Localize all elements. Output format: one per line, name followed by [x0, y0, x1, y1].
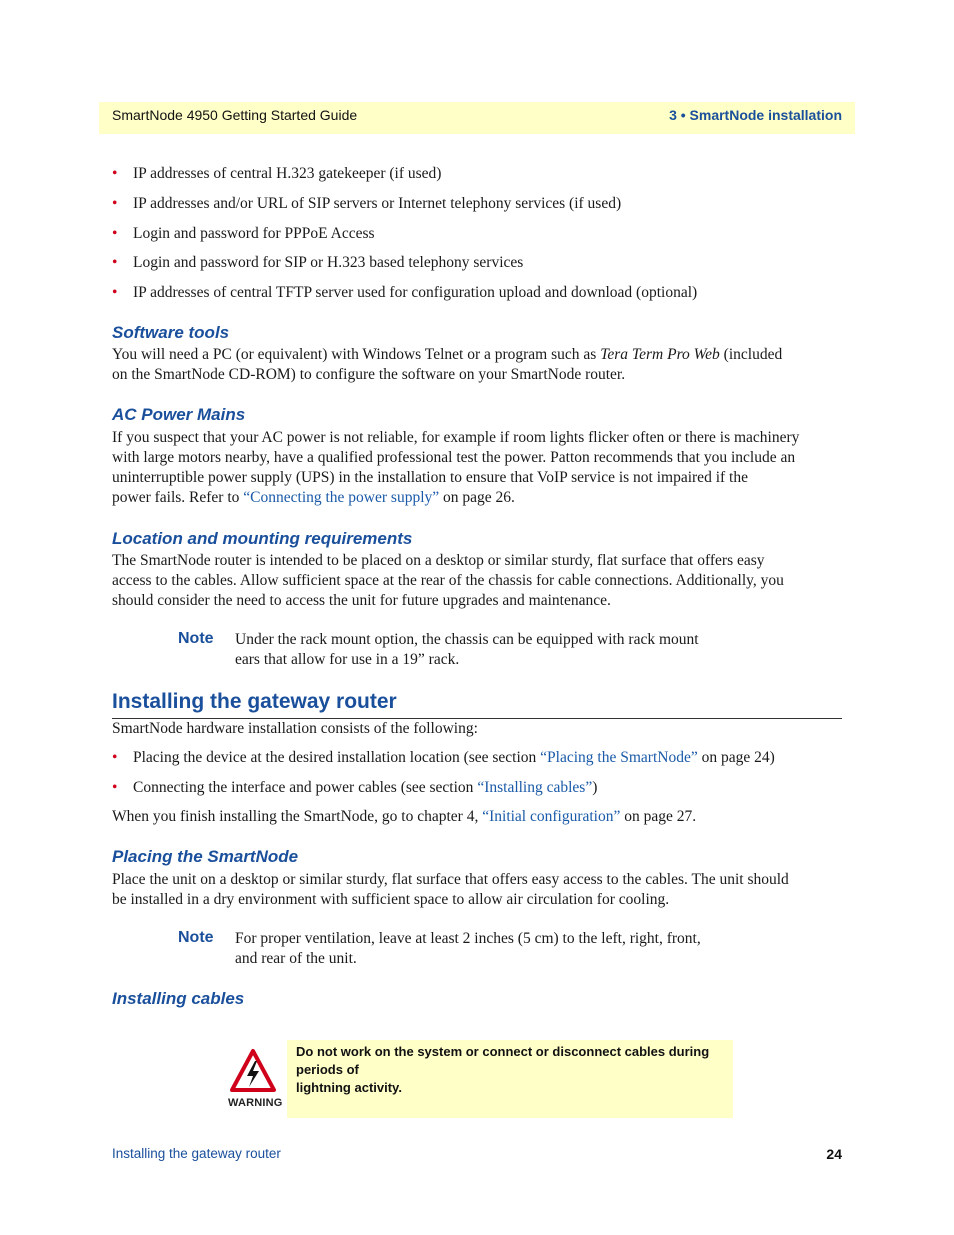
ac-power-paragraph: If you suspect that your AC power is not reliable, for example if room lights flicker often or there is machinery with large motors nearby, have a qualified professional test the power. Patton recommends that you include an uninterruptible power supply (UPS) in the installation to ensure that VoIP service is not impaired if the power fails. Refer to “Connecting the power supply” on page 26.: [112, 429, 800, 506]
bullet-icon: •: [112, 284, 118, 301]
bullet-icon: •: [112, 254, 118, 271]
location-paragraph: The SmartNode router is intended to be placed on a desktop or similar sturdy, flat surface that offers easy access to the cables. Allow sufficient space at the rear of the chassis for cable connections. Additionally, you should consider the need to access the unit for future upgrades and maintenance.: [112, 552, 784, 609]
bullet-icon: •: [112, 195, 118, 212]
warning-text: Do not work on the system or connect or disconnect cables during periods of lightning activity.: [296, 1044, 710, 1095]
bullet-icon: •: [112, 779, 118, 796]
list-item: • IP addresses of central H.323 gatekeeper (if used): [112, 165, 442, 182]
link-installing-cables[interactable]: “Installing cables”: [477, 779, 593, 796]
ac-power-heading: AC Power Mains: [112, 405, 246, 424]
placing-heading: Placing the SmartNode: [112, 847, 299, 866]
installing-intro: SmartNode hardware installation consists of the following:: [112, 720, 478, 737]
note-label: Note: [178, 630, 214, 647]
list-item: • Login and password for SIP or H.323 based telephony services: [112, 254, 524, 271]
page-number: 24: [826, 1146, 842, 1162]
header-chapter-title: 3 • SmartNode installation: [669, 107, 842, 123]
link-initial-configuration[interactable]: “Initial configuration”: [482, 808, 621, 825]
warning-label: WARNING: [228, 1097, 283, 1109]
footer-section-title: Installing the gateway router: [112, 1146, 281, 1161]
link-placing-smartnode[interactable]: “Placing the SmartNode”: [540, 749, 698, 766]
list-item: • IP addresses of central TFTP server used for configuration upload and download (optional): [112, 284, 698, 301]
header-guide-title: SmartNode 4950 Getting Started Guide: [112, 107, 358, 123]
location-heading: Location and mounting requirements: [112, 529, 413, 548]
note-label: Note: [178, 929, 214, 946]
list-item: • Login and password for PPPoE Access: [112, 225, 375, 242]
list-item: • Placing the device at the desired installation location (see section “Placing the SmartNode” on page 24): [112, 749, 775, 766]
bullet-icon: •: [112, 749, 118, 766]
list-item: • IP addresses and/or URL of SIP servers or Internet telephony services (if used): [112, 195, 622, 212]
software-tools-paragraph: You will need a PC (or equivalent) with Windows Telnet or a program such as Tera Term Pro Web (included on the SmartNode CD-ROM) to configure the software on your SmartNode router.: [112, 346, 783, 383]
bullet-icon: •: [112, 165, 118, 182]
lightning-warning-icon: [229, 1048, 277, 1099]
cables-heading: Installing cables: [112, 989, 245, 1008]
note-text: For proper ventilation, leave at least 2 inches (5 cm) to the left, right, front, and rear of the unit.: [235, 930, 701, 967]
software-tools-heading: Software tools: [112, 323, 230, 342]
installing-followup: When you finish installing the SmartNode, go to chapter 4, “Initial configuration” on page 27.: [112, 808, 697, 825]
list-item: • Connecting the interface and power cables (see section “Installing cables”): [112, 779, 598, 796]
note-text: Under the rack mount option, the chassis can be equipped with rack mount ears that allow for use in a 19” rack.: [235, 631, 699, 668]
placing-paragraph: Place the unit on a desktop or similar sturdy, flat surface that offers easy access to the cables. The unit should be installed in a dry environment with sufficient space to allow air circulation for cooling.: [112, 871, 789, 908]
section-heading: Installing the gateway router: [112, 690, 397, 713]
link-connecting-power-supply[interactable]: “Connecting the power supply”: [243, 489, 440, 506]
bullet-icon: •: [112, 225, 118, 242]
